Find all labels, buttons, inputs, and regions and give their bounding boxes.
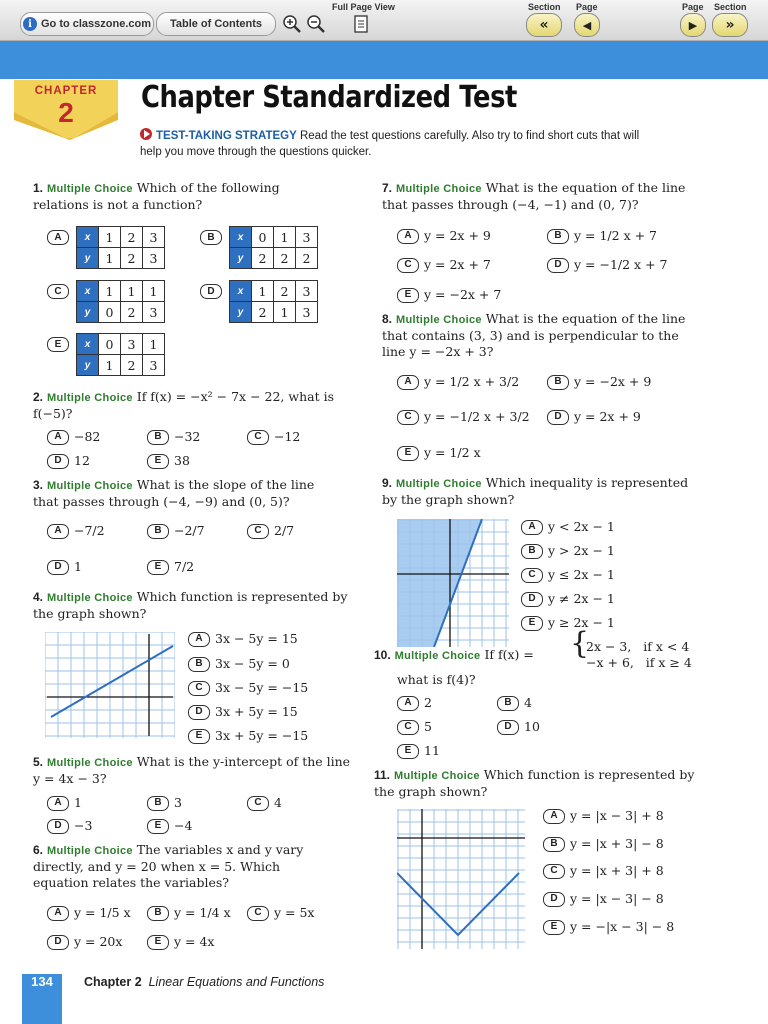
q2-option-b[interactable]: B −32 <box>147 429 200 445</box>
q3-option-b[interactable]: B −2/7 <box>147 523 205 539</box>
q3-option-e[interactable]: E 7/2 <box>147 559 194 575</box>
strategy-bullet-icon <box>140 128 152 140</box>
header-band <box>0 41 768 79</box>
question-7: 7. Multiple Choice What is the equation of the line that passes through (−4, −1) and (0, 7)? <box>382 180 686 212</box>
relation-b-table: x 0 1 3 y 2 2 2 <box>229 226 318 269</box>
next-section-button[interactable] <box>712 13 748 37</box>
q10-option-e[interactable]: E 11 <box>397 743 440 759</box>
q5-option-c[interactable]: C 4 <box>247 795 282 811</box>
previous-section-button[interactable] <box>526 13 562 37</box>
next-page-button[interactable] <box>680 13 706 37</box>
q11-option-e[interactable]: E y = −|x − 3| − 8 <box>543 919 674 935</box>
q7-option-b[interactable]: B y = 1/2 x + 7 <box>547 228 657 244</box>
relation-e-table: x 0 3 1 y 1 2 3 <box>76 333 165 376</box>
zoom-out-icon[interactable] <box>305 14 327 34</box>
q7-option-d[interactable]: D y = −1/2 x + 7 <box>547 257 667 273</box>
question-4-text: Which function is represented by the graph shown? <box>33 589 348 621</box>
table-of-contents-button[interactable]: Table of Contents <box>156 12 276 36</box>
chapter-number: 2 <box>58 97 74 128</box>
toolbar <box>0 0 768 41</box>
q6-option-b[interactable]: B y = 1/4 x <box>147 905 231 921</box>
q8-option-b[interactable]: B y = −2x + 9 <box>547 374 651 390</box>
page-number: 134 <box>31 974 53 989</box>
q3-option-a[interactable]: A −7/2 <box>47 523 105 539</box>
chapter-label: CHAPTER <box>34 85 98 97</box>
question-3-text: What is the slope of the line that passes through (−4, −9) and (0, 5)? <box>33 477 315 509</box>
question-10-text-post: what is f(4)? <box>397 672 476 687</box>
q10-option-c[interactable]: C 5 <box>397 719 432 735</box>
q2-option-a[interactable]: A −82 <box>47 429 100 445</box>
question-5-text: What is the y-intercept of the line y = 4x − 3? <box>33 754 351 786</box>
page-title: Chapter Standardized Test <box>141 80 517 115</box>
q8-option-c[interactable]: C y = −1/2 x + 3/2 <box>397 409 530 425</box>
question-8: 8. Multiple Choice What is the equation of the line that contains (3, 3) and is perpendicular to the line y = −2x + 3? <box>382 311 686 359</box>
double-chevron-left-icon: « <box>539 17 549 33</box>
q2-option-c[interactable]: C −12 <box>247 429 300 445</box>
double-chevron-right-icon: » <box>725 17 735 33</box>
q7-option-c[interactable]: C y = 2x + 7 <box>397 257 491 273</box>
question-2: 2. Multiple Choice If f(x) = −x² − 7x − 22, what is f(−5)? <box>33 389 334 421</box>
q4-option-e[interactable]: E 3x + 5y = −15 <box>188 728 308 744</box>
question-6: 6. Multiple Choice The variables x and y vary directly, and y = 20 when x = 5. Which equation relates the variables? <box>33 842 304 890</box>
info-icon: i <box>23 17 37 31</box>
relation-c-table: x 1 1 1 y 0 2 3 <box>76 280 165 323</box>
question-3: 3. Multiple Choice What is the slope of the line that passes through (−4, −9) and (0, 5)? <box>33 477 315 509</box>
q1-option-c[interactable]: C <box>47 284 74 299</box>
mc-label: Multiple Choice <box>47 183 133 195</box>
strategy-text: Read the test questions carefully. Also try to find short cuts that will help you move through the questions quicker. <box>140 130 640 158</box>
previous-page-button[interactable] <box>574 13 600 37</box>
q5-option-a[interactable]: A 1 <box>47 795 82 811</box>
question-2-text: If f(x) = −x² − 7x − 22, what is f(−5)? <box>33 389 334 421</box>
q9-option-d[interactable]: D y ≠ 2x − 1 <box>521 591 615 607</box>
zoom-in-icon[interactable] <box>281 14 303 34</box>
q4-option-d[interactable]: D 3x + 5y = 15 <box>188 704 298 720</box>
page-left-label: Page <box>576 2 598 12</box>
question-5: 5. Multiple Choice What is the y-intercept of the line y = 4x − 3? <box>33 754 351 786</box>
q8-option-e[interactable]: E y = 1/2 x <box>397 445 481 461</box>
q1-option-d[interactable]: D <box>200 284 227 299</box>
question-9-text: Which inequality is represented by the graph shown? <box>382 475 689 507</box>
question-7-text: What is the equation of the line that passes through (−4, −1) and (0, 7)? <box>382 180 686 212</box>
q5-option-d[interactable]: D −3 <box>47 818 92 834</box>
relation-a-table: x 1 2 3 y 1 2 3 <box>76 226 165 269</box>
q10-option-b[interactable]: B 4 <box>497 695 532 711</box>
section-right-label: Section <box>714 2 747 12</box>
q8-option-a[interactable]: A y = 1/2 x + 3/2 <box>397 374 519 390</box>
question-4: 4. Multiple Choice Which function is represented by the graph shown? <box>33 589 348 621</box>
classzone-link[interactable]: i Go to classzone.com <box>20 12 154 36</box>
full-page-view-label: Full Page View <box>332 2 395 12</box>
q9-graph <box>397 519 509 647</box>
q3-option-d[interactable]: D 1 <box>47 559 82 575</box>
question-6-text: The variables x and y vary directly, and y = 20 when x = 5. Which equation relates the variables? <box>33 842 304 890</box>
chapter-tab <box>14 80 118 140</box>
q11-option-b[interactable]: B y = |x + 3| − 8 <box>543 836 664 852</box>
q5-option-b[interactable]: B 3 <box>147 795 182 811</box>
q11-option-a[interactable]: A y = |x − 3| + 8 <box>543 808 664 824</box>
q11-option-c[interactable]: C y = |x + 3| + 8 <box>543 863 664 879</box>
triangle-right-icon: ▶ <box>688 18 698 32</box>
q9-option-e[interactable]: E y ≥ 2x − 1 <box>521 615 615 631</box>
q4-graph <box>45 632 175 738</box>
question-10-text-pre: If f(x) = <box>484 647 534 662</box>
q6-option-e[interactable]: E y = 4x <box>147 934 215 950</box>
question-1-text: Which of the following relations is not a function? <box>33 180 280 212</box>
q8-option-d[interactable]: D y = 2x + 9 <box>547 409 641 425</box>
q2-option-e[interactable]: E 38 <box>147 453 190 469</box>
section-left-label: Section <box>528 2 561 12</box>
question-10: 10. Multiple Choice If f(x) = <box>374 647 534 662</box>
q1-option-b[interactable]: B <box>200 230 227 245</box>
q10-option-d[interactable]: D 10 <box>497 719 540 735</box>
q10-option-a[interactable]: A 2 <box>397 695 432 711</box>
q4-option-a[interactable]: A 3x − 5y = 15 <box>188 631 298 647</box>
full-page-view-icon[interactable] <box>350 14 372 34</box>
question-1: 1. Multiple Choice Which of the following relations is not a function? <box>33 180 280 212</box>
strategy-label: TEST-TAKING STRATEGY <box>156 130 297 142</box>
q7-option-e[interactable]: E y = −2x + 7 <box>397 287 501 303</box>
relation-d-table: x 1 2 3 y 2 1 3 <box>229 280 318 323</box>
q1-option-e[interactable]: E <box>47 337 74 352</box>
test-taking-strategy <box>140 128 660 160</box>
q6-option-a[interactable]: A y = 1/5 x <box>47 905 131 921</box>
q4-option-b[interactable]: B 3x − 5y = 0 <box>188 656 290 672</box>
q6-option-d[interactable]: D y = 20x <box>47 934 122 950</box>
q9-option-b[interactable]: B y > 2x − 1 <box>521 543 615 559</box>
question-9: 9. Multiple Choice Which inequality is represented by the graph shown? <box>382 475 689 507</box>
page-right-label: Page <box>682 2 704 12</box>
q1-option-a[interactable]: A <box>47 230 74 245</box>
q9-option-c[interactable]: C y ≤ 2x − 1 <box>521 567 615 583</box>
q3-option-c[interactable]: C 2/7 <box>247 523 294 539</box>
q9-option-a[interactable]: A y < 2x − 1 <box>521 519 615 535</box>
footer-chapter: Chapter 2 Linear Equations and Functions <box>84 975 325 989</box>
question-11-text: Which function is represented by the graph shown? <box>374 767 695 799</box>
q2-option-d[interactable]: D 12 <box>47 453 90 469</box>
q11-option-d[interactable]: D y = |x − 3| − 8 <box>543 891 664 907</box>
question-11: 11. Multiple Choice Which function is represented by the graph shown? <box>374 767 695 799</box>
q7-option-a[interactable]: A y = 2x + 9 <box>397 228 491 244</box>
triangle-left-icon: ◀ <box>582 18 592 32</box>
q4-option-c[interactable]: C 3x − 5y = −15 <box>188 680 308 696</box>
q5-option-e[interactable]: E −4 <box>147 818 192 834</box>
question-8-text: What is the equation of the line that contains (3, 3) and is perpendicular to the line y = −2x + 3? <box>382 311 686 359</box>
q6-option-c[interactable]: C y = 5x <box>247 905 315 921</box>
q11-graph <box>397 809 525 949</box>
